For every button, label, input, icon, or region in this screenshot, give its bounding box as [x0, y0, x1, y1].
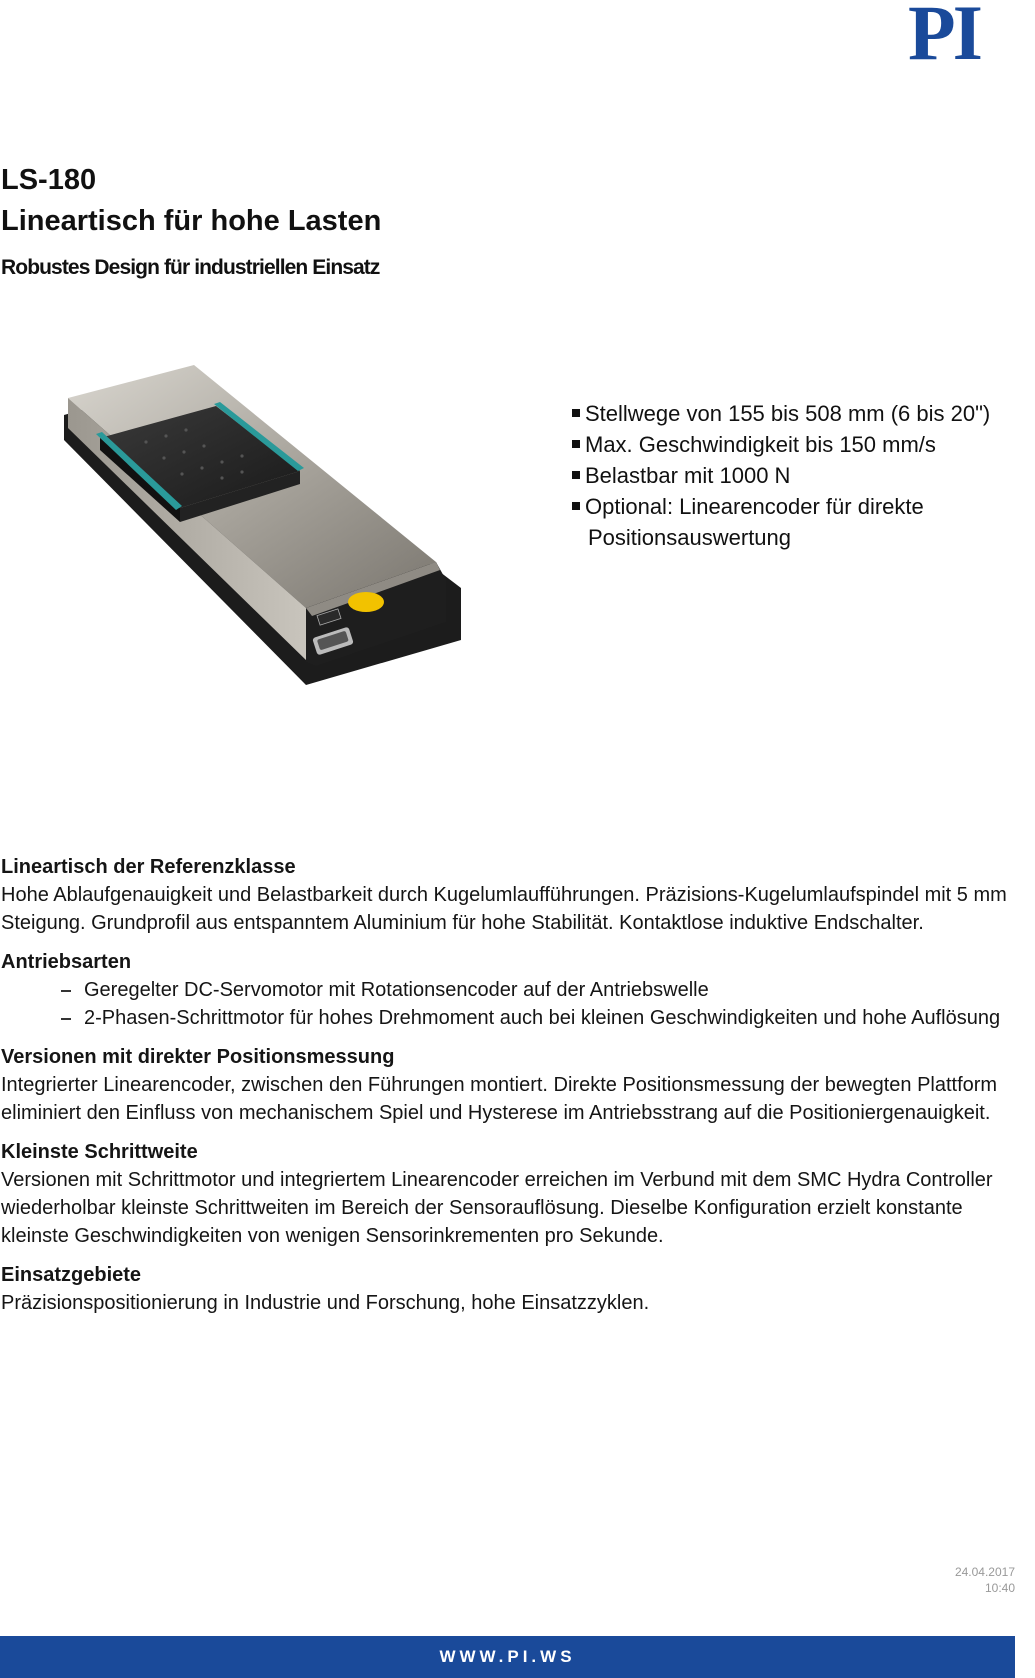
timestamp-date: 24.04.2017: [954, 1565, 1015, 1579]
pi-logo-text: PI: [908, 0, 980, 64]
yellow-cap: [348, 592, 384, 612]
section-heading: Kleinste Schrittweite: [1, 1141, 198, 1163]
section-einsatz: [1, 1261, 1011, 1317]
drive-type-list: [1, 976, 1011, 1032]
feature-list: [570, 398, 1030, 553]
product-photo: [16, 350, 488, 730]
body-text: [1, 853, 1011, 1328]
feature-item-line: Optional: Linearencoder für direkte: [585, 494, 924, 519]
section-messung: [1, 1043, 1011, 1127]
section-heading: Antriebsarten: [1, 951, 132, 973]
feature-item: [570, 491, 1030, 553]
section-heading: Lineartisch der Referenzklasse: [1, 856, 296, 878]
feature-item-line: Positionsauswertung: [588, 525, 792, 550]
list-item: 2-Phasen-Schrittmotor für hohes Drehmoment auch bei kleinen Geschwindigkeiten und hohe Auflösung: [59, 1004, 1011, 1032]
feature-item: Stellwege von 155 bis 508 mm (6 bis 20"): [570, 398, 1030, 429]
section-schritt: [1, 1138, 1011, 1250]
feature-item: Max. Geschwindigkeit bis 150 mm/s: [570, 429, 1030, 460]
section-paragraph: Integrierter Linearencoder, zwischen den Führungen montiert. Direkte Positionsmessung der bewegten Plattform eliminiert den Einfluss von mechanischem Spiel und Hysterese im Antriebsstrang auf die Positioniergenauigkeit.: [1, 1074, 998, 1124]
section-antrieb: [1, 948, 1011, 1032]
feature-item: Belastbar mit 1000 N: [570, 460, 1030, 491]
page-subtitle: Robustes Design für industriellen Einsatz: [1, 256, 380, 279]
section-paragraph: Präzisionspositionierung in Industrie und Forschung, hohe Einsatzzyklen.: [1, 1292, 650, 1314]
footer-bar: [0, 1636, 1015, 1678]
section-paragraph: Versionen mit Schrittmotor und integriertem Linearencoder erreichen im Verbund mit dem SMC Hydra Controller wiederholbar kleinste Schrittweiten im Bereich der Sensorauflösung. Dieselbe Konfiguration erzielt konstante kleinste Geschwindigkeiten von wenigen Sensorinkrementen pro Sekunde.: [1, 1169, 993, 1247]
section-heading: Versionen mit direkter Positionsmessung: [1, 1046, 395, 1068]
model-number: LS-180: [1, 164, 97, 196]
footer-url-link[interactable]: WWW.PI.WS: [439, 1647, 576, 1666]
section-heading: Einsatzgebiete: [1, 1264, 142, 1286]
timestamp: [955, 1564, 1015, 1596]
page-title: Lineartisch für hohe Lasten: [1, 205, 382, 237]
section-referenz: [1, 853, 1011, 937]
list-item: Geregelter DC-Servomotor mit Rotationsencoder auf der Antriebswelle: [59, 976, 1011, 1004]
title-block: [1, 160, 381, 280]
pi-logo: [908, 0, 1035, 64]
section-paragraph: Hohe Ablaufgenauigkeit und Belastbarkeit durch Kugelumlaufführungen. Präzisions-Kugelumlaufspindel mit 5 mm Steigung. Grundprofil aus entspanntem Aluminium für hohe Stabilität. Kontaktlose induktive Endschalter.: [1, 884, 1007, 934]
timestamp-time: 10:40: [984, 1581, 1015, 1595]
